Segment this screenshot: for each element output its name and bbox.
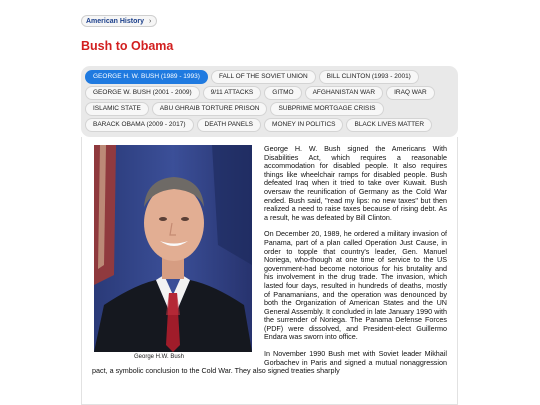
tab-death-panels[interactable]: DEATH PANELS <box>197 118 262 132</box>
topic-tabs <box>81 66 458 137</box>
portrait-photo <box>94 145 252 352</box>
tab-george-hw-bush[interactable]: GEORGE H. W. BUSH (1989 - 1993) <box>85 70 208 84</box>
tab-subprime-mortgage-crisis[interactable]: SUBPRIME MORTGAGE CRISIS <box>270 102 383 116</box>
tab-islamic-state[interactable]: ISLAMIC STATE <box>85 102 149 116</box>
tab-barack-obama[interactable]: BARACK OBAMA (2009 - 2017) <box>85 118 194 132</box>
tab-gitmo[interactable]: GITMO <box>264 86 301 100</box>
tab-george-w-bush[interactable]: GEORGE W. BUSH (2001 - 2009) <box>85 86 200 100</box>
tab-abu-ghraib[interactable]: ABU GHRAIB TORTURE PRISON <box>152 102 268 116</box>
breadcrumb-label[interactable]: American History <box>86 17 144 25</box>
portrait-figure <box>94 145 254 362</box>
page-title: Bush to Obama <box>81 39 174 53</box>
tab-iraq-war[interactable]: IRAQ WAR <box>386 86 435 100</box>
tab-bill-clinton[interactable]: BILL CLINTON (1993 - 2001) <box>319 70 419 84</box>
tab-black-lives-matter[interactable]: BLACK LIVES MATTER <box>346 118 432 132</box>
tab-9-11-attacks[interactable]: 9/11 ATTACKS <box>203 86 262 100</box>
article-paragraph: George H. W. Bush signed the Americans With Disabilities Act, which requires a reasonable accommodation for disabled people. It also requires things like wheelchair ramps for disabled people. Bush defeated Iraq when it tried to take over Kuwait. Bush oversaw the reunification of Germany as the Cold War ended. Bush said, "read my lips: no new taxes" but then realized a need to raise taxes because of rising debt. As a result, he was defeated by Bill Clinton. <box>264 144 447 222</box>
breadcrumb[interactable] <box>81 15 157 27</box>
portrait-caption: George H.W. Bush <box>133 354 185 360</box>
chevron-right-icon: › <box>148 17 152 25</box>
article-paragraph: In November 1990 Bush met with Soviet leader Mikhail Gorbachev in Paris and signed a mutual nonaggression pact, a symbolic conclusion to the Cold War. They also signed treaties sharply <box>92 349 447 376</box>
tab-money-in-politics[interactable]: MONEY IN POLITICS <box>264 118 343 132</box>
article-panel <box>81 137 458 405</box>
tab-afghanistan-war[interactable]: AFGHANISTAN WAR <box>305 86 383 100</box>
article-paragraph: On December 20, 1989, he ordered a military invasion of Panama, part of a plan called Operation Just Cause, in order to topple that country's leader, Gen. Manuel Noriega, who-though at one time of service to the US government-had become notorious for his brutality and his involvement in the drug trade. The invasion, which lasted four days, resulted in hundreds of deaths, mostly of Panamanians, and the operation was denounced by both the Organization of American States and the UN General Assembly. It concluded in late January 1990 with the surrender of Noriega. The Panama Defense Forces (PDF) were dissolved, and President-elect Guillermo Endara was sworn into office. <box>264 229 447 342</box>
tab-fall-of-soviet-union[interactable]: FALL OF THE SOVIET UNION <box>211 70 316 84</box>
